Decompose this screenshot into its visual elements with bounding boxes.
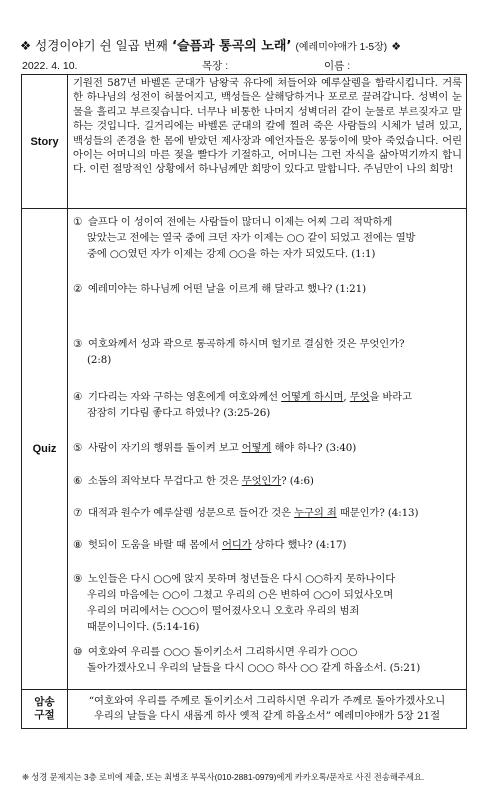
quiz-number: ①	[73, 216, 83, 228]
footer-note: ❈ 성경 문제지는 3층 로비에 제출, 또는 최병조 부목사(010-2881-0979)에게 카카오톡/문자로 사진 전송해주세요.	[22, 772, 425, 782]
date-text: 2022. 4. 10.	[22, 60, 78, 72]
quiz-item-6: ⑥ 소돔의 죄악보다 무겁다고 한 것은 무엇인가? (4:6)	[73, 475, 314, 487]
quiz-number: ⑤	[73, 442, 83, 454]
title-prefix: ❖ 성경이야기 쉰 일곱 번째	[20, 38, 168, 53]
worksheet-table	[21, 74, 467, 729]
story-label: Story	[22, 75, 68, 209]
memory-label: 암송 구절	[22, 690, 68, 729]
quiz-number: ⑧	[73, 539, 83, 551]
quiz-item-4: ④ 기다리는 자와 구하는 영혼에게 여호와께선 어떻게 하시며, 무엇을 바라고 잠잠히 기다림 좋다고 하였나? (3:25-26)	[73, 391, 412, 419]
quiz-row	[22, 209, 467, 690]
quiz-item-10: ⑩ 여호와여 우리를 ○○○ 돌이키소서 그리하시면 우리가 ○○○ 돌아가겠사오니 우리의 날들을 다시 ○○○ 하사 ○○ 같게 하옵소서. (5:21)	[73, 646, 421, 674]
quiz-number: ②	[73, 283, 83, 295]
story-row	[22, 75, 467, 209]
memory-verse-line-1: “여호와여 우리를 주께로 돌이키소서 그리하시면 우리가 주께로 돌아가겠사오니	[88, 695, 446, 707]
quiz-item-7: ⑦ 대적과 원수가 예루살렘 성문으로 들어간 것은 누구의 죄 때문인가? (4:13)	[73, 507, 419, 519]
quiz-item-5: ⑤ 사람이 자기의 행위를 돌이켜 보고 어떻게 해야 하나? (3:40)	[73, 442, 357, 454]
title-reference: (예레미야애가 1-5장)	[295, 42, 388, 53]
story-text: 기원전 587년 바벨론 군대가 남왕국 유다에 쳐들어와 예루살렘을 함락시킵니다. 거룩한 하나님의 성전이 허물어지고, 백성들은 살해당하거나 포로로 끌려갑니다. 성벽이 눈물을 흘리고 부르짖습니다. 너무나 비통한 나머지 성벽더러 같이 눈물로 부르짖자고 말하는 것입니다. 길거리에는 바벨론 군대의 칼에 찔려 죽은 사람들의 시체가 널려 있고, 백성들의 존경을 한 몸에 받았던 제사장과 예언자들은 몽둥이에 맞아 죽었습니다. 어린아이는 어머니의 마른 젖을 빨다가 기절하고, 어머니는 그런 자식을 삶아먹기까지 합니다. 이런 절망적인 상황에서 하나님께만 희망이 있다고 말합니다. 주님만이 나의 희망!	[68, 75, 467, 209]
quiz-number: ④	[73, 391, 83, 403]
quiz-item-8: ⑧ 헛되이 도움을 바랄 때 몸에서 어디가 상하다 했나? (4:17)	[73, 539, 347, 551]
quiz-item-2: ② 예레미야는 하나님께 어떤 날을 이르게 해 달라고 했나? (1:21)	[73, 283, 366, 295]
quiz-cell	[68, 209, 467, 690]
page-title	[20, 38, 470, 56]
quiz-label: Quiz	[22, 209, 68, 690]
quiz-number: ⑨	[73, 573, 83, 585]
memory-row	[22, 690, 467, 729]
name-field-label: 이름 :	[324, 60, 351, 72]
quiz-item-9: ⑨ 노인들은 다시 ○○에 앉지 못하며 청년들은 다시 ○○하지 못하나이다 우리의 마음에는 ○○이 그쳤고 우리의 ○은 변하여 ○○이 되었사오며 우리의 머리에서는 ○○○이 떨어졌사오니 오호라 우리의 범죄 때문이니이다. (5:14-16)	[73, 573, 396, 633]
quiz-item-1: ① 슬프다 이 성이여 전에는 사람들이 많더니 이제는 어찌 그리 적막하게 앉았는고 전에는 열국 중에 크던 자가 이제는 ○○ 같이 되었고 전에는 열방 중에 ○○였던 자가 이제는 강제 ○○을 하는 자가 되었도다. (1:1)	[73, 216, 416, 260]
quiz-number: ⑩	[73, 646, 83, 658]
title-main: ‘슬픔과 통곡의 노래’	[172, 39, 292, 54]
memory-verse	[68, 690, 467, 729]
quiz-number: ③	[73, 338, 83, 350]
quiz-number: ⑥	[73, 475, 83, 487]
pastor-field-label: 목장 :	[202, 60, 229, 72]
diamond-icon: ❖	[391, 40, 402, 53]
memory-verse-line-2: 우리의 날들을 다시 새롭게 하사 옛적 같게 하옵소서” 예레미야애가 5장 21절	[93, 710, 441, 722]
quiz-item-3: ③ 여호와께서 성과 곽으로 통곡하게 하시며 헐기로 결심한 것은 무엇인가? (2:8)	[73, 338, 405, 366]
quiz-number: ⑦	[73, 507, 83, 519]
